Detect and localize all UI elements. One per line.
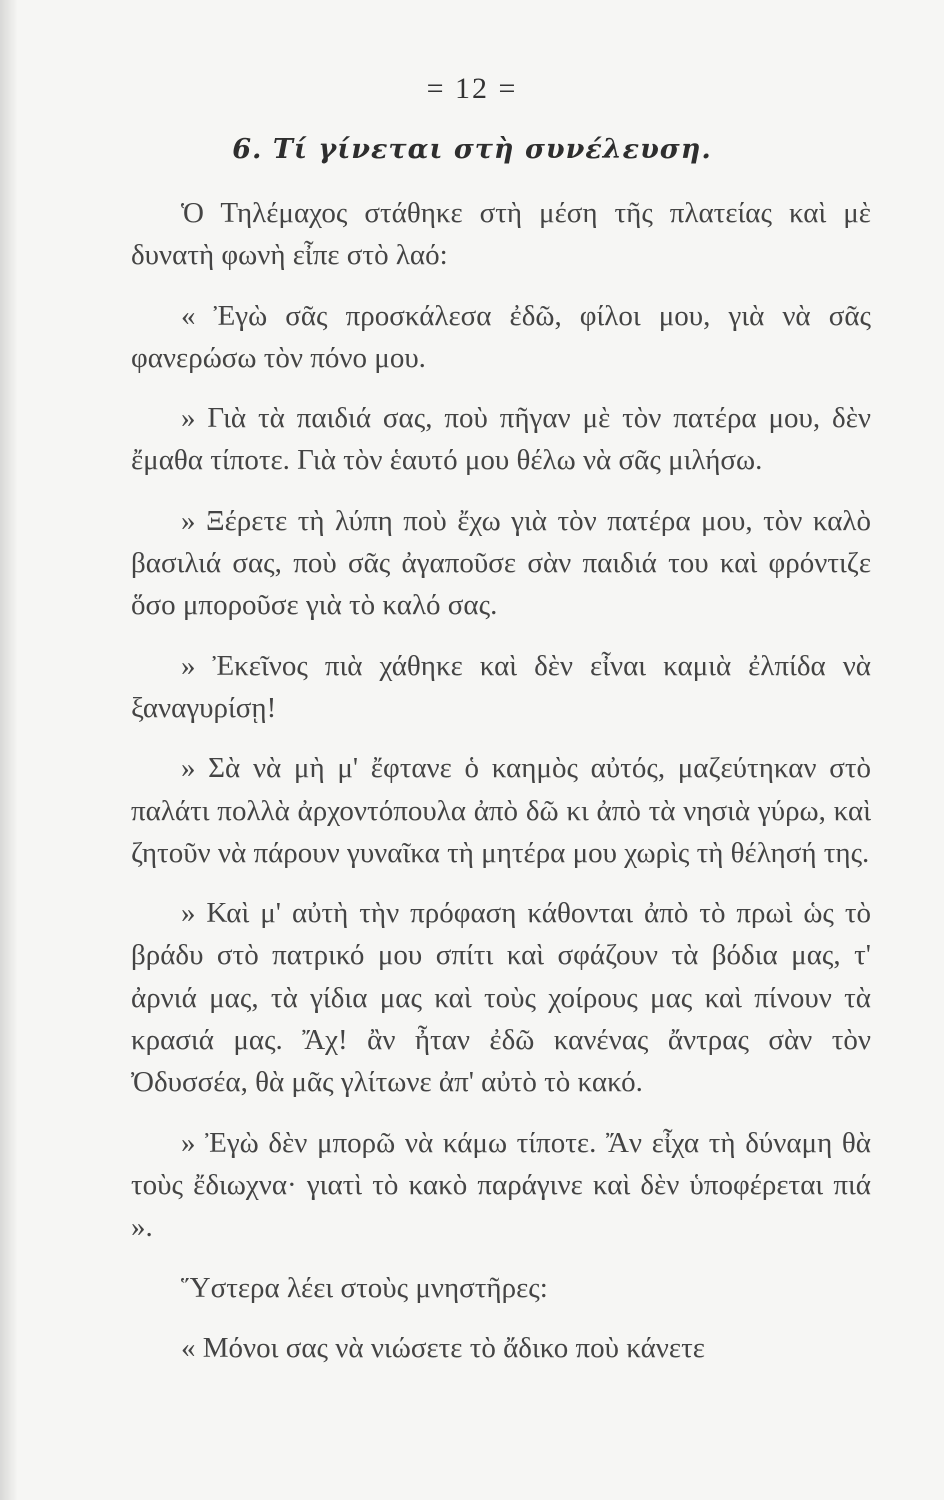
- paragraph: Ὕστερα λέει στοὺς μνηστῆρες:: [181, 1271, 548, 1304]
- paragraph: Ὁ Τηλέμαχος στάθηκε στὴ μέση τῆς πλατείας καὶ μὲ δυνατὴ φωνὴ εἶπε στὸ λαό:: [131, 197, 871, 272]
- paragraph: « Ἐγὼ σᾶς προσκάλεσα ἐδῶ, φίλοι μου, γιὰ νὰ σᾶς φανερώσω τὸν πόνο μου.: [131, 299, 871, 374]
- chapter-heading: 6. Τί γίνεται στὴ συνέλευση.: [232, 134, 712, 165]
- paragraph: « Μόνοι σας νὰ νιώσετε τὸ ἄδικο ποὺ κάνετε: [181, 1331, 705, 1364]
- paragraph: » Ἐκεῖνος πιὰ χάθηκε καὶ δὲν εἶναι καμιὰ ἐλπίδα νὰ ξαναγυρίσῃ!: [131, 649, 871, 724]
- body-text: [131, 192, 871, 1387]
- paragraph: » Γιὰ τὰ παιδιά σας, ποὺ πῆγαν μὲ τὸν πατέρα μου, δὲν ἔμαθα τίποτε. Γιὰ τὸν ἑαυτό μου θέλω νὰ σᾶς μιλήσω.: [131, 402, 871, 477]
- paragraph: » Καὶ μ' αὐτὴ τὴν πρόφαση κάθονται ἀπὸ τὸ πρωὶ ὡς τὸ βράδυ στὸ πατρικό μου σπίτι καὶ σφάζουν τὰ βόδια μας, τ' ἀρνιά μας, τὰ γίδια μας καὶ τοὺς χοίρους μας καὶ πίνουν τὰ κρασιά μας. Ἄχ! ἂν ἦταν ἐδῶ κανένας ἄντρας σὰν τὸν Ὀδυσσέα, θὰ μᾶς γλίτωνε ἀπ' αὐτὸ τὸ κακό.: [131, 897, 871, 1099]
- page-number: = 12 =: [426, 72, 518, 105]
- page-edge-shadow: [0, 0, 18, 1500]
- paragraph: » Σὰ νὰ μὴ μ' ἔφτανε ὁ καημὸς αὐτός, μαζεύτηκαν στὸ παλάτι πολλὰ ἀρχοντόπουλα ἀπὸ δῶ κι ἀπὸ τὰ νησιὰ γύρω, καὶ ζητοῦν νὰ πάρουν γυναῖκα τὴ μητέρα μου χωρὶς τὴ θέλησή της.: [131, 752, 871, 869]
- paragraph: » Ἐγὼ δὲν μπορῶ νὰ κάμω τίποτε. Ἄν εἶχα τὴ δύναμη θὰ τοὺς ἔδιωχνα· γιατὶ τὸ κακὸ παράγινε καὶ δὲν ὑποφέρεται πιά ».: [131, 1126, 871, 1244]
- paragraph: » Ξέρετε τὴ λύπη ποὺ ἔχω γιὰ τὸν πατέρα μου, τὸν καλὸ βασιλιά σας, ποὺ σᾶς ἀγαποῦσε σὰν παιδιά του καὶ φρόντιζε ὅσο μποροῦσε γιὰ τὸ καλό σας.: [131, 504, 871, 622]
